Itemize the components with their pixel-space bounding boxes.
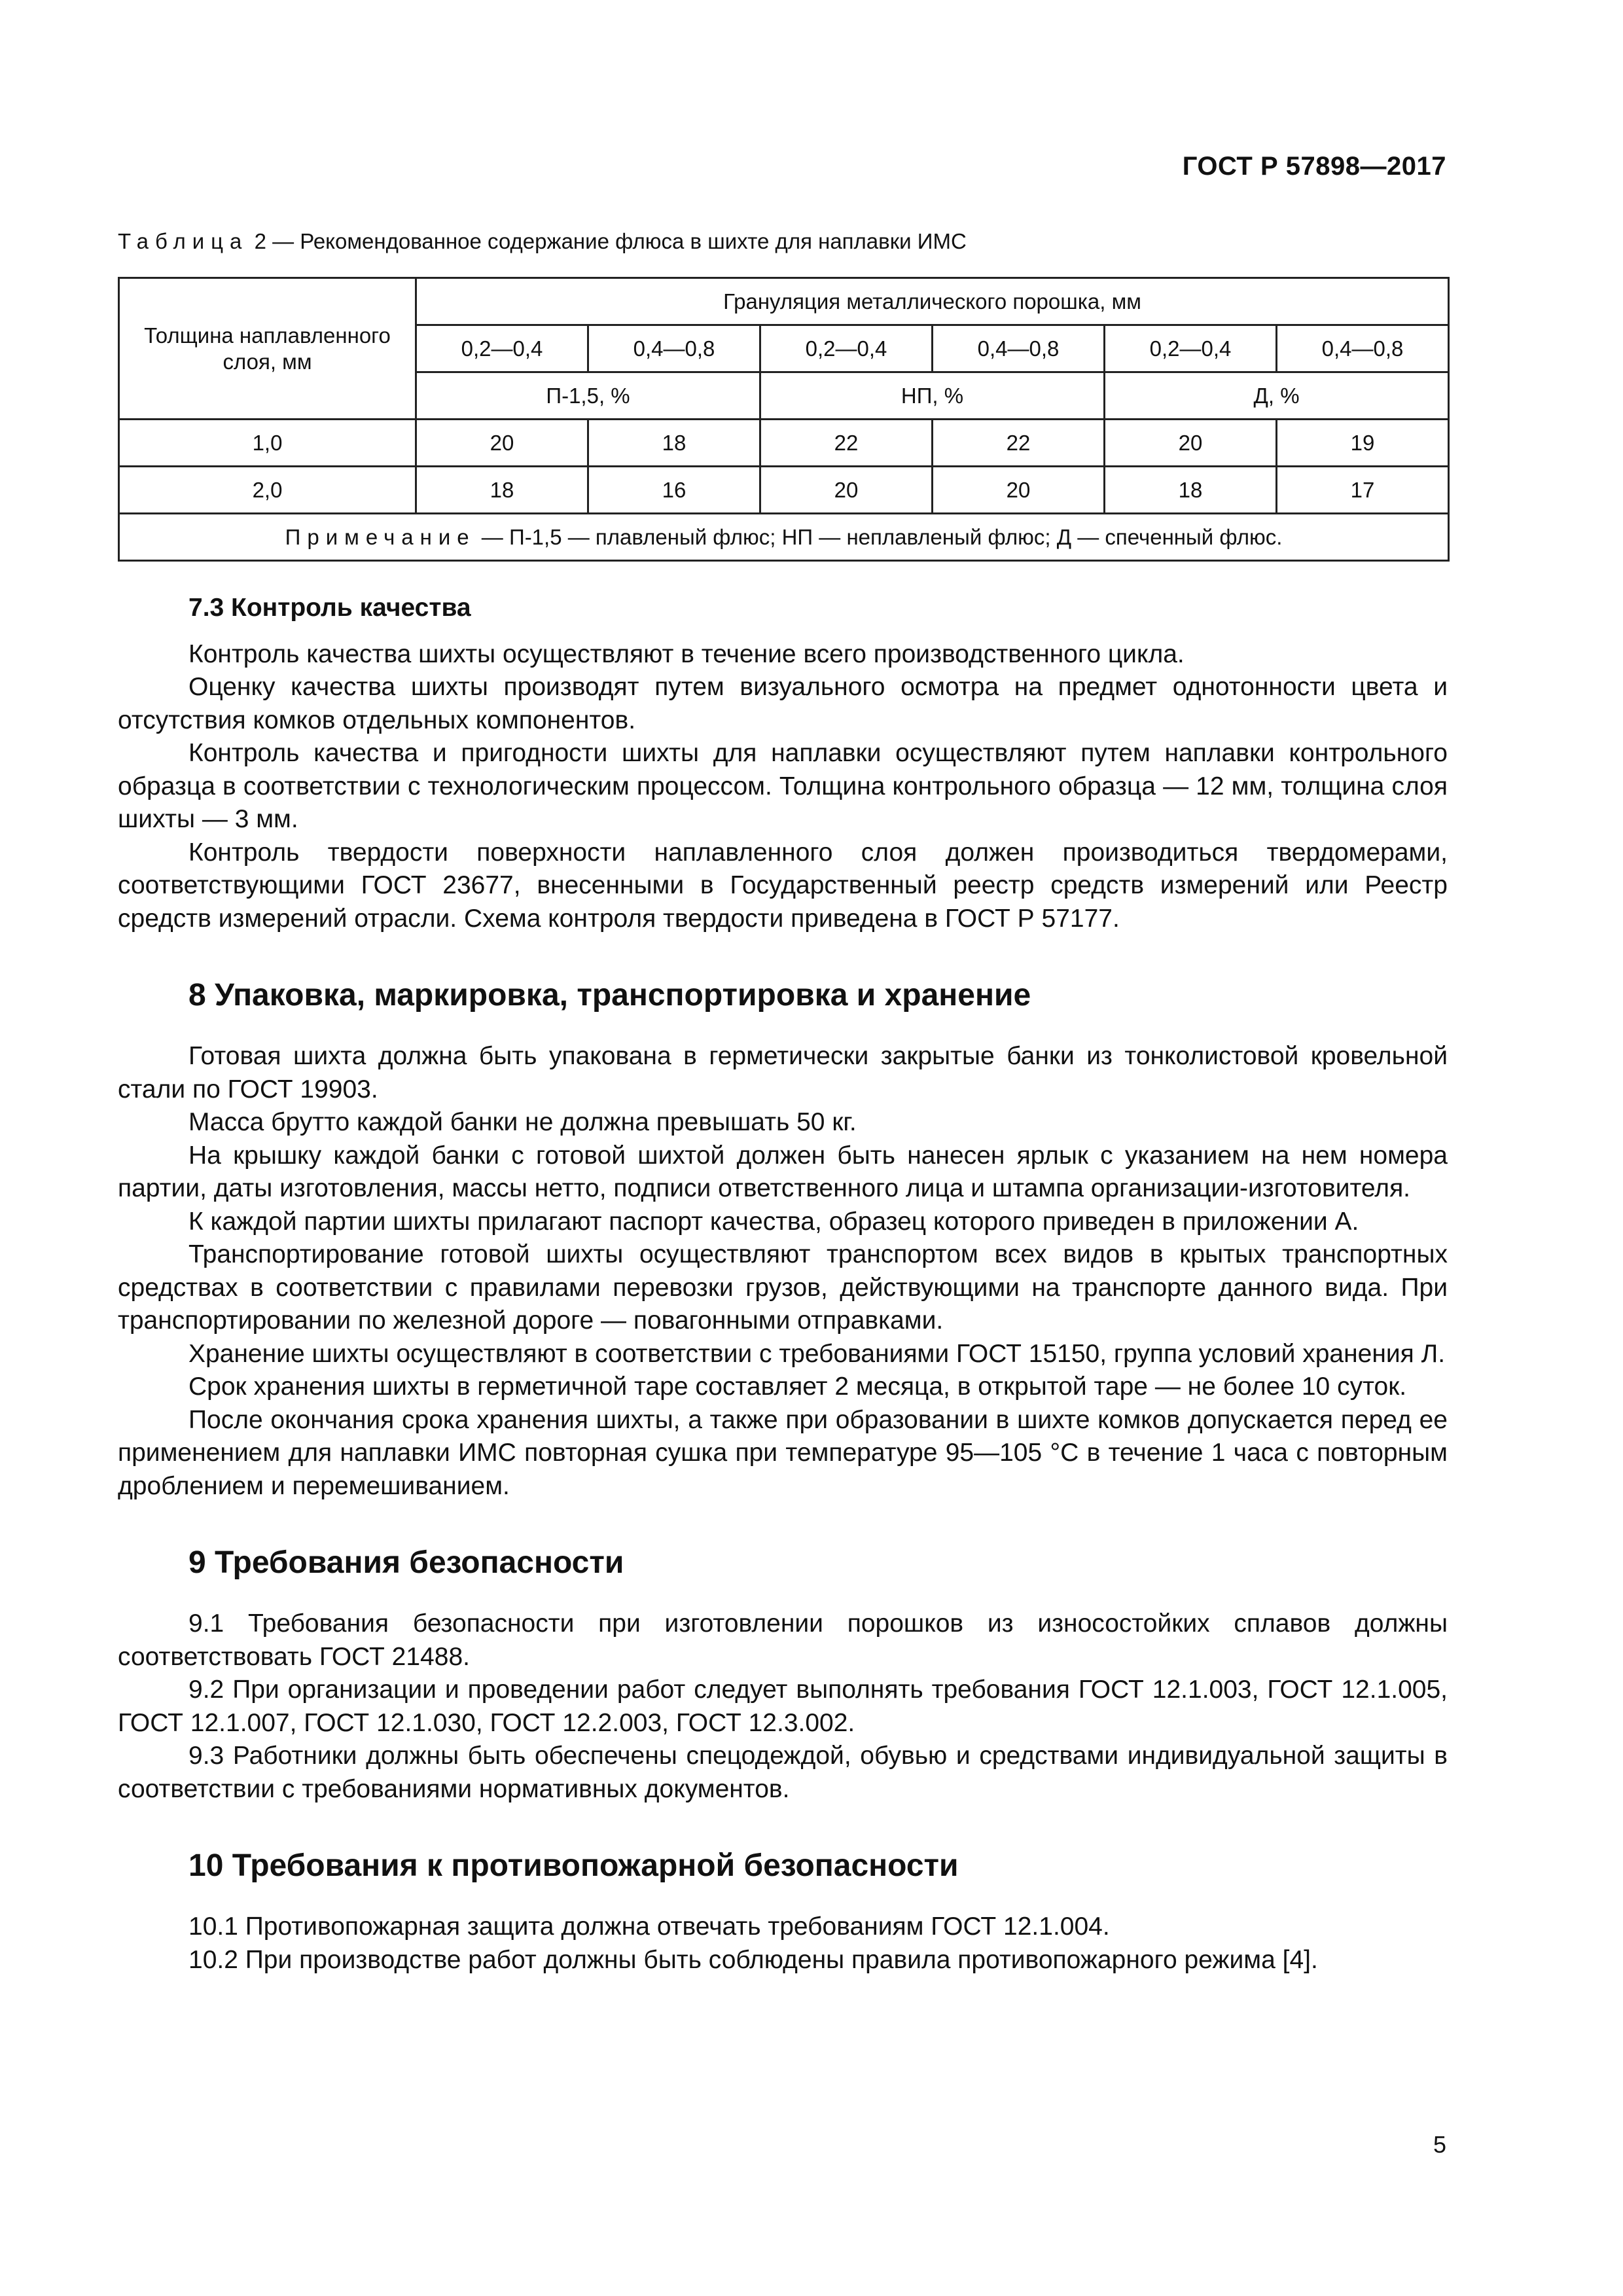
paragraph: Контроль качества и пригодности шихты для наплавки осуществляют путем наплавки контрольного образца в соответствии с технологическим процессом. Толщина контрольного образца — 12 мм, толщина слоя шихты — 3 мм. xyxy=(118,739,1448,833)
group-header-granulation: Грануляция металлического порошка, мм xyxy=(416,278,1449,325)
paragraph: 10.2 При производстве работ должны быть соблюдены правила противопожарного режима [4]. xyxy=(188,1945,1318,1974)
table-caption-text: 2 — Рекомендованное содержание флюса в шихте для наплавки ИМС xyxy=(254,229,967,253)
paragraph: После окончания срока хранения шихты, а также при образовании в шихте комков допускается перед ее применением для наплавки ИМС повторная сушка при температуре 95—105 °С в течение 1 часа с повторным дроблением и перемешиванием. xyxy=(118,1405,1448,1500)
granulation-cell: 0,2—0,4 xyxy=(760,325,933,372)
document-code: ГОСТ Р 57898—2017 xyxy=(1182,152,1446,181)
table-caption-label: Таблица xyxy=(118,229,249,253)
flux-type-cell: П-1,5, % xyxy=(416,372,760,420)
section-heading-7-3: 7.3 Контроль качества xyxy=(188,594,471,622)
paragraph: 10.1 Противопожарная защита должна отвечать требованиям ГОСТ 12.1.004. xyxy=(188,1912,1110,1941)
paragraph: На крышку каждой банки с готовой шихтой должен быть нанесен ярлык с указанием на нем номера партии, даты изготовления, массы нетто, подписи ответственного лица и штампа организации-изготовителя. xyxy=(118,1141,1448,1202)
flux-content-table xyxy=(118,277,1450,562)
paragraph: Контроль качества шихты осуществляют в течение всего производственного цикла. xyxy=(188,639,1185,668)
paragraph: Транспортирование готовой шихты осуществляют транспортом всех видов в крытых транспортных средствах в соответствии с правилами перевозки грузов, действующими на транспорте данного вида. При транспортировании по железной дороге — повагонными отправками. xyxy=(118,1240,1448,1335)
paragraph: Готовая шихта должна быть упакована в герметически закрытые банки из тонколистовой кровельной стали по ГОСТ 19903. xyxy=(118,1042,1448,1103)
value-cell: 20 xyxy=(933,467,1105,514)
paragraph: 9.3 Работники должны быть обеспечены спецодеждой, обувью и средствами индивидуальной защиты в соответствии с требованиями нормативных документов. xyxy=(118,1742,1448,1803)
granulation-cell: 0,4—0,8 xyxy=(588,325,760,372)
table-note xyxy=(119,514,1449,561)
thickness-cell: 2,0 xyxy=(119,467,416,514)
value-cell: 22 xyxy=(760,420,933,467)
flux-type-cell: Д, % xyxy=(1105,372,1449,420)
value-cell: 19 xyxy=(1277,420,1449,467)
paragraph: Срок хранения шихты в герметичной таре составляет 2 месяца, в открытой таре — не более 10 суток. xyxy=(188,1372,1407,1401)
granulation-cell: 0,4—0,8 xyxy=(1277,325,1449,372)
paragraph: Масса брутто каждой банки не должна превышать 50 кг. xyxy=(188,1108,857,1136)
paragraph: 9.2 При организации и проведении работ следует выполнять требования ГОСТ 12.1.003, ГОСТ 12.1.005, ГОСТ 12.1.007, ГОСТ 12.1.030, ГОСТ 12.2.003, ГОСТ 12.3.002. xyxy=(118,1676,1448,1737)
table-row xyxy=(119,420,1449,467)
paragraph: К каждой партии шихты прилагают паспорт качества, образец которого приведен в приложении А. xyxy=(188,1207,1359,1236)
granulation-cell: 0,2—0,4 xyxy=(1105,325,1277,372)
value-cell: 18 xyxy=(588,420,760,467)
value-cell: 22 xyxy=(933,420,1105,467)
row-header-thickness: Толщина наплавленного слоя, мм xyxy=(119,278,416,420)
section-heading-8: 8 Упаковка, маркировка, транспортировка и хранение xyxy=(188,978,1031,1013)
value-cell: 20 xyxy=(760,467,933,514)
table-note-text: — П-1,5 — плавленый флюс; НП — неплавленый флюс; Д — спеченный флюс. xyxy=(475,524,1283,549)
flux-type-cell: НП, % xyxy=(760,372,1105,420)
granulation-cell: 0,4—0,8 xyxy=(933,325,1105,372)
table-caption xyxy=(118,229,967,254)
document-body xyxy=(118,592,1448,1977)
value-cell: 18 xyxy=(1105,467,1277,514)
table-note-row xyxy=(119,514,1449,561)
table-row xyxy=(119,467,1449,514)
section-heading-9: 9 Требования безопасности xyxy=(188,1545,624,1580)
value-cell: 20 xyxy=(1105,420,1277,467)
value-cell: 20 xyxy=(416,420,588,467)
value-cell: 18 xyxy=(416,467,588,514)
granulation-cell: 0,2—0,4 xyxy=(416,325,588,372)
thickness-cell: 1,0 xyxy=(119,420,416,467)
paragraph: Оценку качества шихты производят путем визуального осмотра на предмет однотонности цвета и отсутствия комков отдельных компонентов. xyxy=(118,673,1448,734)
value-cell: 17 xyxy=(1277,467,1449,514)
paragraph: 9.1 Требования безопасности при изготовлении порошков из износостойких сплавов должны соответствовать ГОСТ 21488. xyxy=(118,1609,1448,1671)
paragraph: Хранение шихты осуществляют в соответствии с требованиями ГОСТ 15150, группа условий хранения Л. xyxy=(188,1339,1446,1368)
page-number: 5 xyxy=(1433,2131,1446,2158)
table-note-label: Примечание xyxy=(285,524,476,549)
paragraph: Контроль твердости поверхности наплавленного слоя должен производиться твердомерами, соответствующими ГОСТ 23677, внесенными в Государственный реестр средств измерений или Реестр средств измерений отрасли. Схема контроля твердости приведена в ГОСТ Р 57177. xyxy=(118,838,1448,933)
value-cell: 16 xyxy=(588,467,760,514)
section-heading-10: 10 Требования к противопожарной безопасности xyxy=(188,1848,959,1883)
